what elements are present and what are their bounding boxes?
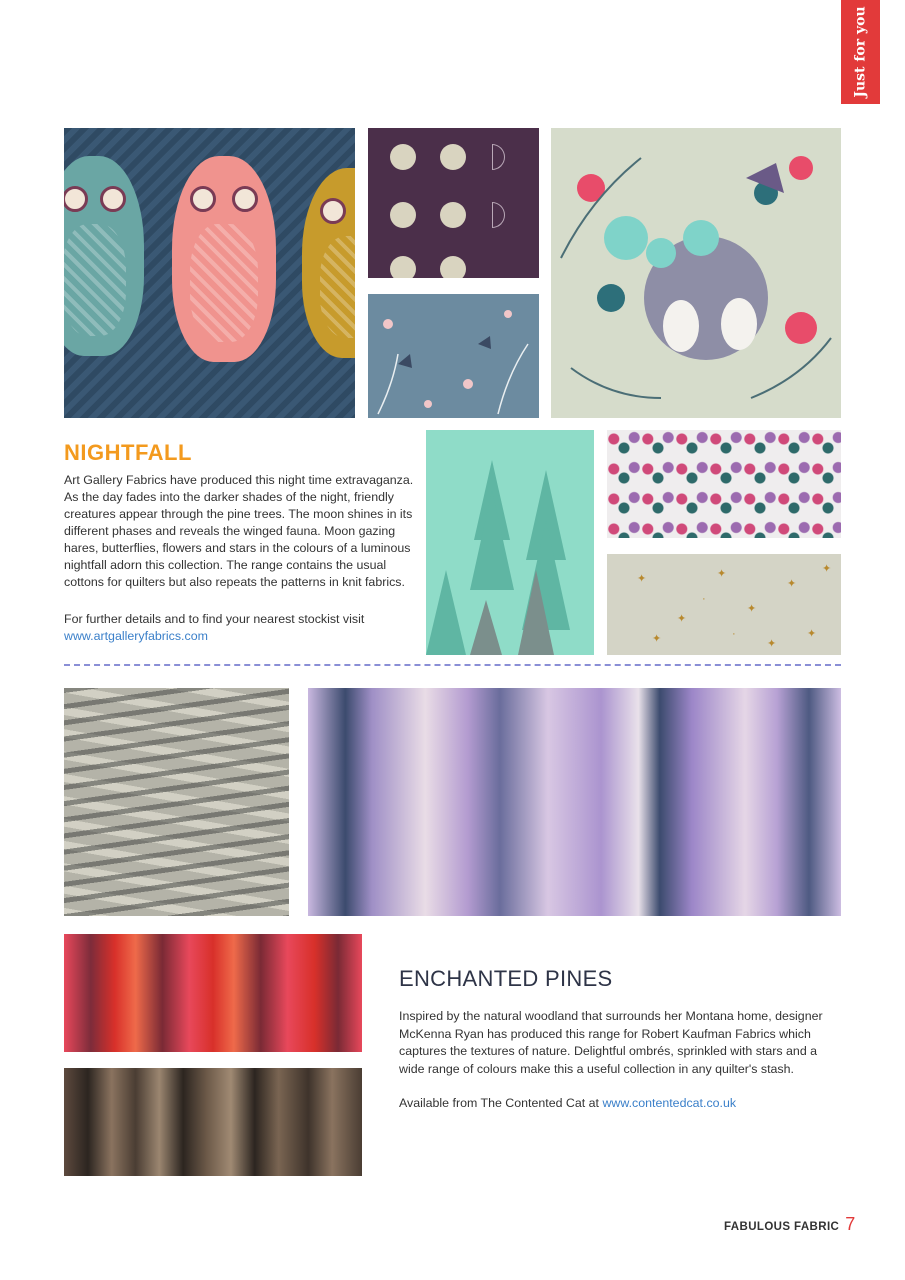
pine-trees-swatch [426,430,594,655]
contentedcat-website-link[interactable]: www.contentedcat.co.uk [602,1096,737,1110]
enchanted-pines-title: ENCHANTED PINES [399,966,613,991]
moon-hares-swatch [551,128,841,418]
enchanted-pines-cta [399,1095,839,1113]
magazine-name: FABULOUS FABRIC [724,1221,840,1233]
moon-phases-swatch [368,128,539,278]
purple-ombre-swatch [308,688,841,916]
owl-fabric-swatch [64,128,355,418]
enchanted-pines-cta-text: Available from The Contented Cat at [399,1096,599,1110]
page-footer [724,1214,855,1235]
section-divider [64,664,841,666]
page-number: 7 [845,1214,856,1234]
enchanted-pines-body: Inspired by the natural woodland that surrounds her Montana home, designer McKenna Ryan has produced this range for Robert Kaufman Fabrics which captures the textures of nature. Delightful ombrés, sprinkled with stars and a wide range of colours make this a useful collection in any quilter's stash. [399,1009,823,1076]
butterfly-blue-swatch [368,294,539,418]
stars-swatch: ✦ ✦ ✦ ✦ ✦ ✦ ✦ ✦ ✦ · · [607,554,841,655]
red-ombre-swatch [64,934,362,1052]
woodgrain-swatch [64,688,289,916]
brown-ombre-swatch [64,1068,362,1176]
section-tab-label: Just for you [852,6,869,98]
section-tab [841,0,880,104]
nightfall-body: Art Gallery Fabrics have produced this night time extravaganza. As the day fades into the darker shades of the night, friendly creatures appear through the pine trees. The moon shines in its different phases and reveals the winged fauna. Moon gazing hares, butterflies, flowers and stars in the colours of a luminous nightfall adorn this collection. The range contains the usual cottons for quilters but also repeats the patterns in knit fabrics. [64,473,414,589]
nightfall-website-link[interactable]: www.artgalleryfabrics.com [64,629,208,643]
nightfall-title: NIGHTFALL [64,440,192,465]
nightfall-cta [64,611,416,645]
nightfall-cta-text: For further details and to find your nearest stockist visit [64,612,365,626]
butterfly-small-swatch [607,430,841,538]
